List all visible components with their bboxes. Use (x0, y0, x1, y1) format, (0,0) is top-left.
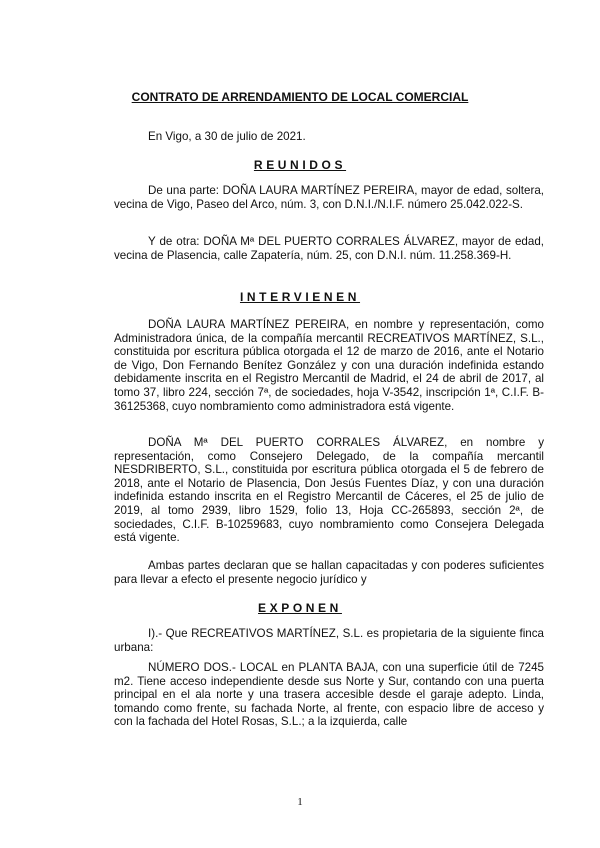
paragraph-exponen-1: I).- Que RECREATIVOS MARTÍNEZ, S.L. es propietaria de la siguiente finca urbana: (114, 627, 544, 654)
section-heading-intervienen: INTERVIENEN (239, 290, 361, 304)
document-title: CONTRATO DE ARRENDAMIENTO DE LOCAL COMERCIAL (131, 90, 469, 104)
section-heading-exponen: EXPONEN (258, 601, 342, 615)
paragraph-intervienen-2: DOÑA Mª DEL PUERTO CORRALES ÁLVAREZ, en nombre y representación, como Consejero Delegado, de la compañía mercantil NESDRIBERTO, S.L., constituida por escritura pública otorgada el 5 de febrero de 2018, ante el Notario de Plasencia, Don Jesús Fuentes Díaz, y con una duración indefinida estando inscrita en el Registro Mercantil de Cáceres, el 25 de julio de 2019, al tomo 2939, libro 1529, folio 13, Hoja CC-265893, sección 2ª, de sociedades, C.I.F. B-10259683, cuyo nombramiento como Consejera Delegada está vigente. (114, 436, 544, 545)
paragraph-intervienen-1: DOÑA LAURA MARTÍNEZ PEREIRA, en nombre y representación, como Administradora única, de la compañía mercantil RECREATIVOS MARTÍNEZ, S.L., constituida por escritura pública otorgada el 12 de marzo de 2016, ante el Notario de Vigo, Don Fernando Benítez González y con una duración indefinida estando debidamente inscrita en el Registro Mercantil de Madrid, el 24 de abril de 2017, al tomo 37, libro 224, sección 7ª, de sociedades, hoja V-3542, inscripción 1ª, C.I.F. B-36125368, cuyo nombramiento como administradora está vigente. (114, 318, 544, 413)
place-date: En Vigo, a 30 de julio de 2021. (148, 130, 306, 143)
paragraph-reunidos-2: Y de otra: DOÑA Mª DEL PUERTO CORRALES ÁLVAREZ, mayor de edad, vecina de Plasencia, calle Zapatería, núm. 25, con D.N.I. núm. 11.258.369-H. (114, 235, 544, 262)
paragraph-reunidos-1: De una parte: DOÑA LAURA MARTÍNEZ PEREIRA, mayor de edad, soltera, vecina de Vigo, Paseo del Arco, núm. 3, con D.N.I./N.I.F. número 25.042.022-S. (114, 184, 544, 211)
section-heading-reunidos: REUNIDOS (253, 158, 347, 172)
paragraph-exponen-2: NÚMERO DOS.- LOCAL en PLANTA BAJA, con una superficie útil de 7245 m2. Tiene acceso independiente desde sus Norte y Sur, contando con una puerta principal en el ala norte y una trasera accesible desde el garaje adepto. Linda, tomando como frente, su fachada Norte, al frente, con espacio libre de acceso y con la fachada del Hotel Rosas, S.L.; a la izquierda, calle (114, 661, 544, 729)
paragraph-intervienen-3: Ambas partes declaran que se hallan capacitadas y con poderes suficientes para llevar a efecto el presente negocio jurídico y (114, 559, 544, 586)
page-number: 1 (297, 796, 303, 808)
